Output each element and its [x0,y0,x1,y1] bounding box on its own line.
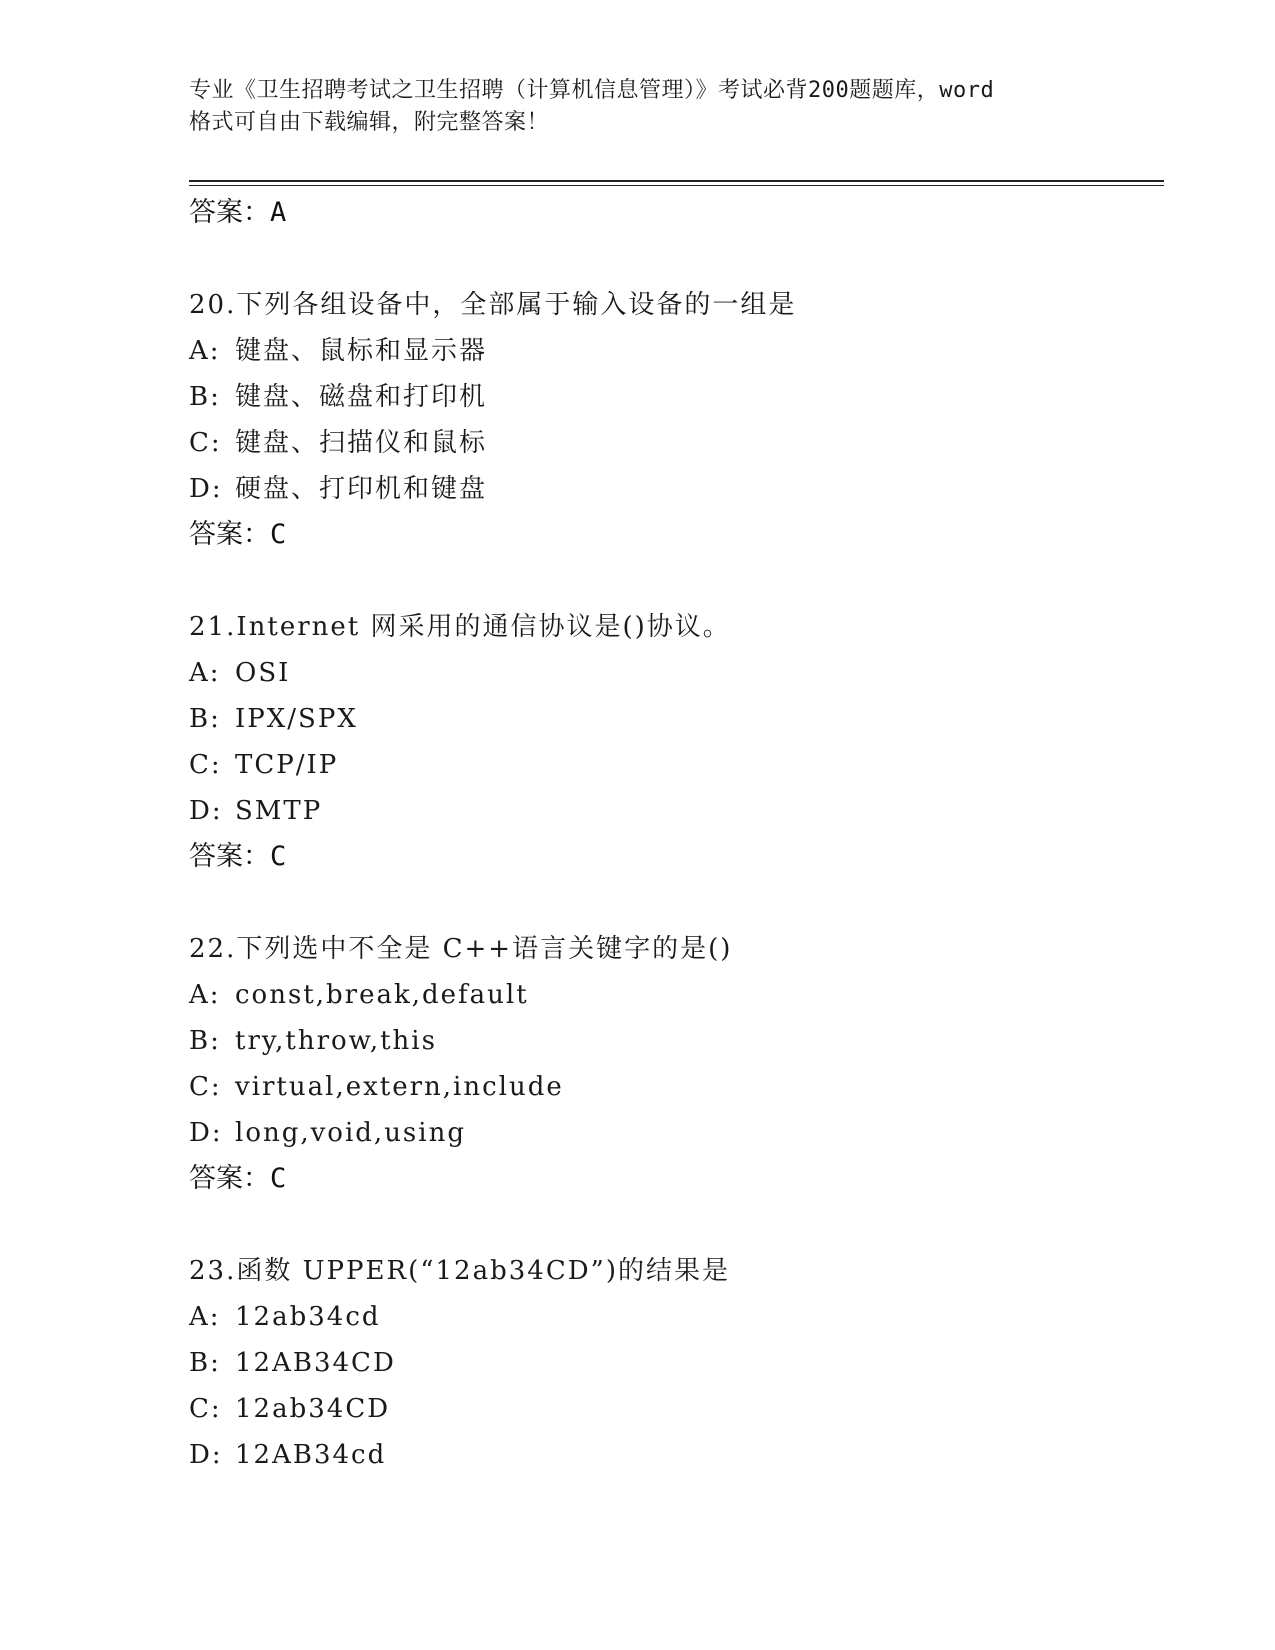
answer-line: 答案：C [189,841,287,872]
option-label: A: [189,658,221,688]
option-text: OSI [235,658,291,688]
option-a [189,328,1164,374]
option-label: D: [189,474,223,504]
option-text: 键盘、鼠标和显示器 [235,336,488,366]
question-list [189,190,1164,1478]
option-text: TCP/IP [235,750,339,780]
option-text: 12ab34CD [235,1394,391,1424]
question-title: 22.下列选中不全是 C++语言关键字的是() [189,934,733,964]
option-b [189,374,1164,420]
option-text: 键盘、磁盘和打印机 [235,382,488,412]
answer-line: 答案：C [189,519,287,550]
option-d [189,1110,1164,1156]
option-c [189,1386,1164,1432]
option-label: B: [189,1348,221,1378]
question-title: 23.函数 UPPER(“12ab34CD”)的结果是 [189,1256,730,1286]
document-header-line-1: 专业《卫生招聘考试之卫生招聘（计算机信息管理）》考试必背200题题库，word [189,78,995,103]
option-label: C: [189,1394,222,1424]
option-label: D: [189,796,223,826]
option-c [189,1064,1164,1110]
question-title: 20.下列各组设备中，全部属于输入设备的一组是 [189,290,797,320]
option-b [189,1018,1164,1064]
option-label: A: [189,336,221,366]
previous-answer: 答案：A [189,197,287,228]
option-b [189,696,1164,742]
question-block [189,604,1164,880]
question-block [189,1248,1164,1478]
option-text: 键盘、扫描仪和鼠标 [235,428,488,458]
option-label: B: [189,382,221,412]
question-title: 21.Internet 网采用的通信协议是()协议。 [189,612,731,642]
option-label: B: [189,1026,221,1056]
option-text: try,throw,this [235,1026,437,1056]
option-label: D: [189,1440,223,1470]
option-text: 12ab34cd [235,1302,381,1332]
option-label: C: [189,428,222,458]
question-block [189,282,1164,558]
option-text: 硬盘、打印机和键盘 [235,474,488,504]
option-label: A: [189,1302,221,1332]
document-header-line-2: 格式可自由下载编辑，附完整答案！ [189,110,550,135]
option-text: SMTP [235,796,323,826]
option-label: C: [189,1072,222,1102]
option-b [189,1340,1164,1386]
option-text: long,void,using [235,1118,466,1148]
header-divider-thin [189,185,1164,186]
option-d [189,788,1164,834]
header-divider-thick [189,180,1164,182]
option-a [189,650,1164,696]
option-text: virtual,extern,include [235,1072,564,1102]
option-text: 12AB34CD [235,1348,396,1378]
option-d [189,466,1164,512]
answer-line: 答案：C [189,1163,287,1194]
option-label: C: [189,750,222,780]
question-block [189,926,1164,1202]
option-text: const,break,default [235,980,529,1010]
option-c [189,420,1164,466]
option-label: B: [189,704,221,734]
option-a [189,1294,1164,1340]
spacer [189,880,1164,926]
option-c [189,742,1164,788]
option-text: 12AB34cd [235,1440,387,1470]
spacer [189,558,1164,604]
spacer [189,1202,1164,1248]
spacer [189,236,1164,282]
option-a [189,972,1164,1018]
option-d [189,1432,1164,1478]
option-label: A: [189,980,221,1010]
option-label: D: [189,1118,223,1148]
option-text: IPX/SPX [235,704,358,734]
